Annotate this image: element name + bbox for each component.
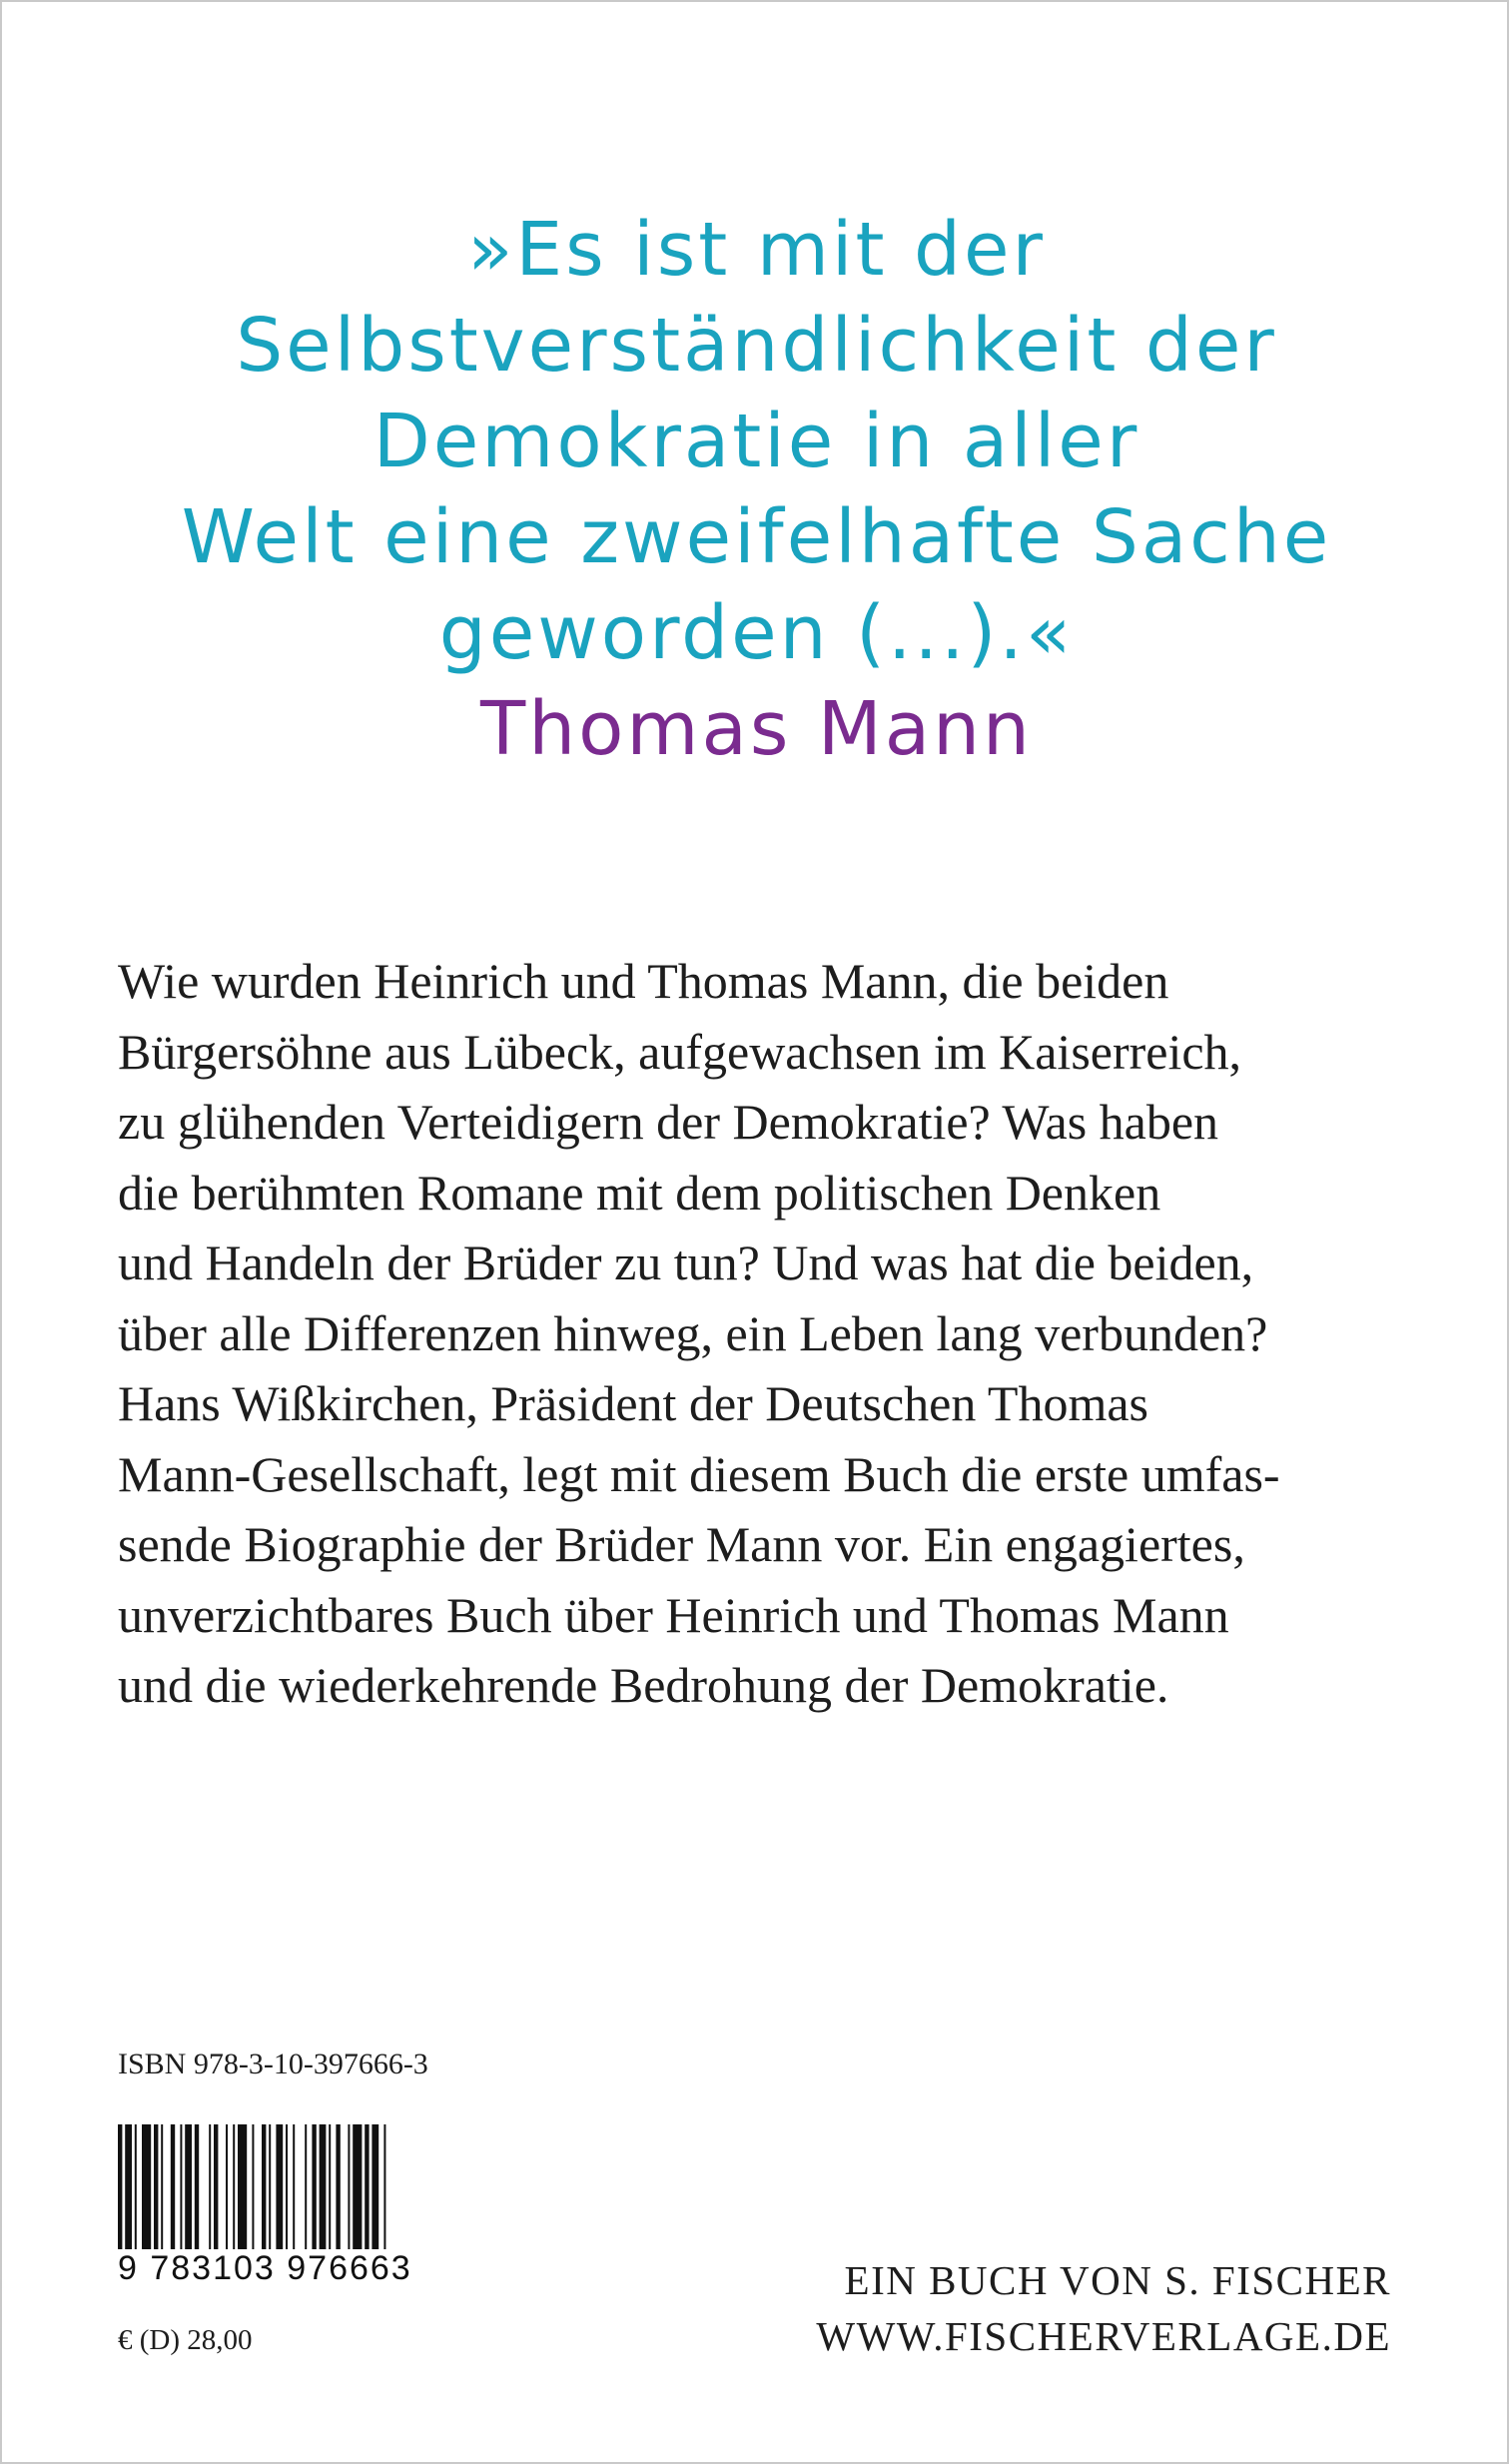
quote-line: »Es ist mit der (467, 207, 1046, 293)
publisher-line: EIN BUCH VON S. FISCHER (844, 2257, 1391, 2303)
price-label: € (D) 28,00 (118, 2324, 253, 2356)
blurb-line: die berühmten Romane mit dem politischen Denken (118, 1164, 1161, 1221)
barcode-bar (195, 2124, 199, 2249)
barcode-bar (262, 2124, 266, 2249)
publisher-website: WWW.FISCHERVERLAGE.DE (816, 2313, 1391, 2359)
barcode-bar (293, 2124, 295, 2249)
isbn-number: ISBN 978-3-10-397666-3 (118, 2048, 428, 2080)
quote-line: geworden (...).« (438, 590, 1075, 676)
barcode-bar (329, 2124, 331, 2249)
barcode-bar (185, 2124, 192, 2249)
barcode-bar (135, 2124, 137, 2249)
blurb-text (118, 946, 1416, 1721)
barcode-bar (238, 2124, 247, 2249)
barcode-bar (154, 2124, 158, 2249)
barcode-bar (209, 2124, 211, 2249)
barcode-bars (118, 2124, 447, 2249)
publisher-info (816, 2252, 1391, 2364)
blurb-line: und die wiederkehrende Bedrohung der Demokratie. (118, 1657, 1169, 1713)
blurb-line: zu glühenden Verteidigern der Demokratie? Was haben (118, 1094, 1219, 1150)
barcode-bar (161, 2124, 163, 2249)
barcode-bar (348, 2124, 350, 2249)
barcode-bar (365, 2124, 369, 2249)
barcode-bar (269, 2124, 271, 2249)
blurb-line: unverzichtbares Buch über Heinrich und Thomas Mann (118, 1586, 1229, 1643)
blurb-line: Hans Wißkirchen, Präsident der Deutschen Thomas (118, 1375, 1149, 1431)
barcode-bar (214, 2124, 218, 2249)
quote-line: Demokratie in aller (373, 399, 1140, 484)
quote-line: Selbstverständlichkeit der (236, 303, 1277, 389)
barcode-bar (125, 2124, 132, 2249)
cover-quote (2, 202, 1509, 777)
barcode-bar (372, 2124, 378, 2249)
blurb-line: sende Biographie der Brüder Mann vor. Ein engagiertes, (118, 1516, 1245, 1572)
blurb-line: Mann-Gesellschaft, legt mit diesem Buch die erste umfas- (118, 1445, 1280, 1502)
barcode-bar (305, 2124, 307, 2249)
barcode-bar (180, 2124, 182, 2249)
blurb-line: über alle Differenzen hinweg, ein Leben lang verbunden? (118, 1304, 1268, 1361)
quote-line: Welt eine zweifelhafte Sache (181, 494, 1332, 580)
barcode-bar (233, 2124, 235, 2249)
barcode-bar (252, 2124, 254, 2249)
barcode-digits: 9 783103 976663 (118, 2249, 412, 2287)
barcode-bar (353, 2124, 362, 2249)
barcode (118, 2124, 447, 2319)
barcode-bar (118, 2124, 122, 2249)
barcode-bar (383, 2124, 385, 2249)
barcode-bar (320, 2124, 327, 2249)
barcode-bar (286, 2124, 288, 2249)
barcode-bar (171, 2124, 175, 2249)
barcode-bar (226, 2124, 228, 2249)
barcode-bar (276, 2124, 283, 2249)
quote-author: Thomas Mann (480, 686, 1033, 772)
barcode-bar (312, 2124, 316, 2249)
blurb-line: Wie wurden Heinrich und Thomas Mann, die beiden (118, 953, 1169, 1009)
blurb-line: und Handeln der Brüder zu tun? Und was hat die beiden, (118, 1234, 1254, 1290)
barcode-bar (336, 2124, 340, 2249)
blurb-line: Bürgersöhne aus Lübeck, aufgewachsen im Kaiserreich, (118, 1023, 1242, 1080)
barcode-bar (142, 2124, 151, 2249)
